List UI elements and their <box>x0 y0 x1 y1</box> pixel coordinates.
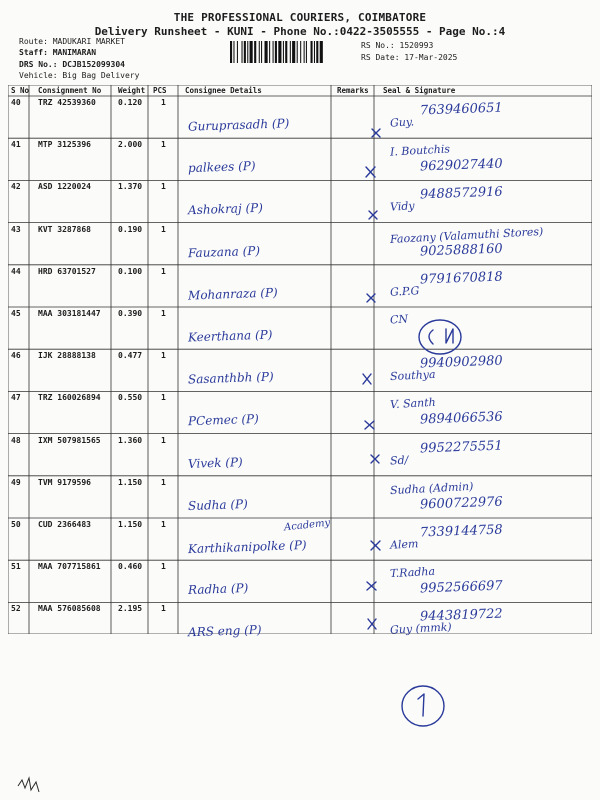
barcode-bar <box>300 41 301 63</box>
barcode-bar <box>304 41 305 63</box>
drs-line <box>19 60 125 70</box>
row-phone-handwritten: 9952566697 <box>419 578 503 597</box>
row-phone-handwritten: 9443819722 <box>419 606 503 625</box>
row-consignee-handwritten: Karthikanipolke (P) <box>187 537 307 557</box>
col-header-weight: Weight <box>118 86 146 95</box>
barcode-bar <box>247 41 248 63</box>
row-consignee-handwritten: Sasanthbh (P) <box>187 369 274 387</box>
row-sno: 46 <box>11 351 21 361</box>
row-pcs: 1 <box>161 477 166 487</box>
barcode-bar <box>311 41 313 63</box>
rs-no-line <box>361 41 433 51</box>
row-consignment-no: HRD 63701527 <box>38 266 96 276</box>
row-weight: 1.360 <box>118 435 143 445</box>
row-consignment-no: MAA 707715861 <box>38 562 101 572</box>
row-consignee-handwritten: Vivek (P) <box>187 454 243 471</box>
row-pcs: 1 <box>161 224 166 234</box>
col-header-seal-signature: Seal & Signature <box>383 86 456 95</box>
row-consignment-no: CUD 2366483 <box>38 520 91 529</box>
row-consignee-handwritten: Radha (P) <box>187 581 249 598</box>
barcode-bar <box>285 41 287 63</box>
row-signature-handwritten: Sudha (Admin) <box>389 479 474 497</box>
row-pcs: 1 <box>161 266 166 276</box>
row-signature-handwritten: Vidy <box>389 199 415 215</box>
row-signature-handwritten: V. Santh <box>389 396 437 412</box>
row-weight: 1.150 <box>118 477 143 487</box>
barcode-bar <box>273 41 274 63</box>
rs-no-label: RS No.: <box>361 41 395 50</box>
barcode-bar <box>233 41 234 63</box>
row-weight: 2.000 <box>118 140 143 150</box>
row-sno: 52 <box>11 604 21 614</box>
row-weight: 1.150 <box>118 520 143 529</box>
row-consignment-no: MTP 3125396 <box>38 140 91 150</box>
row-consignee-handwritten: palkees (P) <box>187 159 256 176</box>
route-line <box>19 37 125 47</box>
row-sno: 43 <box>11 224 21 234</box>
row-sno: 42 <box>11 182 21 192</box>
barcode-bar <box>283 41 284 63</box>
runsheet-subtitle: Delivery Runsheet - KUNI - Phone No.:0422-3505555 - Page No.:4 <box>94 25 506 38</box>
row-pcs: 1 <box>161 351 166 361</box>
row-signature-handwritten: I. Boutchis <box>389 142 451 159</box>
staff-line <box>19 48 96 58</box>
row-pcs: 1 <box>161 604 166 614</box>
vehicle-value: Big Bag Delivery <box>62 71 140 80</box>
row-phone-handwritten: 9488572916 <box>419 184 503 203</box>
row-consignee-handwritten: Ashokraj (P) <box>187 201 264 218</box>
barcode-bar <box>297 41 298 63</box>
row-phone-handwritten: 9952275551 <box>419 438 503 457</box>
company-title: THE PROFESSIONAL COURIERS, COIMBATORE <box>173 11 427 24</box>
page-circle-mark <box>402 686 444 726</box>
row-weight: 2.195 <box>118 604 143 614</box>
row-sno: 48 <box>11 435 21 445</box>
barcode-bar <box>314 41 315 63</box>
row-pcs: 1 <box>161 98 166 107</box>
row-pcs: 1 <box>161 309 166 318</box>
row-consignee-handwritten: Sudha (P) <box>187 496 248 513</box>
row-weight: 0.120 <box>118 98 143 107</box>
row-consignee-handwritten: PCemec (P) <box>187 412 260 429</box>
row-sno: 41 <box>11 140 21 150</box>
staff-value: MANIMARAN <box>52 48 97 57</box>
row-consignment-no: MAA 303181447 <box>38 309 101 318</box>
row-consignment-no: ASD 1220024 <box>38 182 91 192</box>
barcode-bar <box>265 41 268 63</box>
barcode-bar <box>275 41 277 63</box>
row-phone-handwritten: 9940902980 <box>419 353 503 372</box>
barcode-bar <box>292 41 295 63</box>
barcode-bar <box>242 41 243 63</box>
vehicle-line <box>19 71 139 81</box>
barcode-bar <box>230 41 232 63</box>
row-consignee-handwritten: Guruprasadh (P) <box>187 116 290 134</box>
barcode-bar <box>278 41 281 63</box>
row-consignee-handwritten: Mohanraza (P) <box>187 285 278 303</box>
row-sno: 45 <box>11 309 21 318</box>
row-pcs: 1 <box>161 562 166 572</box>
rs-no-value: 1520993 <box>399 41 434 50</box>
row-sno: 51 <box>11 562 21 572</box>
vehicle-label: Vehicle: <box>19 71 58 80</box>
row-sno: 44 <box>11 266 21 276</box>
drs-label: DRS No.: <box>19 60 58 69</box>
row-phone-handwritten: 7339144758 <box>419 522 503 541</box>
row-consignment-no: MAA 576085608 <box>38 604 101 614</box>
row-consignment-no: TRZ 160026894 <box>38 393 101 403</box>
rs-date-label: RS Date: <box>361 53 400 62</box>
row-consignee-handwritten: ARS eng (P) <box>187 623 262 640</box>
barcode-bar <box>269 41 270 63</box>
col-header-remarks: Remarks <box>337 86 369 95</box>
route-value: MADUKARI MARKET <box>52 37 125 46</box>
col-header-pcs: PCS <box>153 86 167 95</box>
row-consignment-no: IXM 507981565 <box>38 435 101 445</box>
barcode-bar <box>244 41 246 63</box>
row-weight: 0.550 <box>118 393 143 403</box>
row-consignee-handwritten: Keerthana (P) <box>187 327 273 345</box>
row-signature-handwritten: G.P.G <box>389 284 420 299</box>
barcode-bar <box>316 41 318 63</box>
row-signature-handwritten: T.Radha <box>389 565 436 581</box>
drs-barcode <box>230 41 355 63</box>
row-pcs: 1 <box>161 393 166 403</box>
row-signature-handwritten: Alem <box>389 537 419 552</box>
row-weight: 0.460 <box>118 562 143 572</box>
row-consignment-no: TRZ 42539360 <box>38 98 96 107</box>
route-label: Route: <box>19 37 48 46</box>
row-sno: 47 <box>11 393 21 403</box>
barcode-bar <box>290 41 291 63</box>
barcode-bar <box>259 41 260 63</box>
row-pcs: 1 <box>161 435 166 445</box>
row-consignee-handwritten: Fauzana (P) <box>187 243 261 260</box>
row-signature-handwritten: Southya <box>389 368 436 384</box>
row-phone-handwritten: 7639460651 <box>419 100 503 119</box>
barcode-bar <box>261 41 262 63</box>
barcode-bar <box>254 41 256 63</box>
row-signature-handwritten: Faozany (Valamuthi Stores) <box>389 224 544 246</box>
barcode-bar <box>250 41 253 63</box>
row-phone-handwritten: 9600722976 <box>419 494 503 513</box>
row-signature-handwritten: Guy (mmk) <box>389 620 453 637</box>
row-sno: 50 <box>11 520 21 529</box>
row-pcs: 1 <box>161 182 166 192</box>
rs-date-value: 17-Mar-2025 <box>404 53 458 62</box>
row-signature-handwritten: Sd/ <box>389 453 409 468</box>
row-signature-handwritten: CN <box>389 312 409 327</box>
barcode-bar <box>306 41 307 63</box>
rs-date-line <box>361 53 457 63</box>
row-weight: 1.370 <box>118 182 143 192</box>
row-consignment-no: IJK 28888138 <box>38 351 96 361</box>
row-weight: 0.100 <box>118 266 143 276</box>
drs-value: DCJB152099304 <box>62 60 125 69</box>
row-sno: 40 <box>11 98 21 107</box>
row-weight: 0.390 <box>118 309 143 318</box>
col-header-consignee: Consignee Details <box>185 86 262 95</box>
row-phone-handwritten: 9629027440 <box>419 156 503 175</box>
row-phone-handwritten: 9791670818 <box>419 269 503 288</box>
row-signature-handwritten: Guy. <box>389 115 415 130</box>
row-weight: 0.190 <box>118 224 143 234</box>
row-consignment-no: TVM 9179596 <box>38 477 91 487</box>
row-consignment-no: KVT 3287868 <box>38 224 91 234</box>
col-header-sno: S No <box>11 86 30 95</box>
row-sno: 49 <box>11 477 21 487</box>
col-header-consignment: Consignment No <box>38 86 102 95</box>
barcode-bar <box>237 41 238 63</box>
corner-scribble <box>18 778 39 792</box>
row-pcs: 1 <box>161 140 166 150</box>
row-phone-handwritten: 9025888160 <box>419 241 503 260</box>
row-note-handwritten: Academy <box>283 517 331 534</box>
staff-label: Staff: <box>19 48 48 57</box>
barcode-bar <box>320 41 323 63</box>
row-phone-handwritten: 9894066536 <box>419 409 503 428</box>
row-pcs: 1 <box>161 520 166 529</box>
row-weight: 0.477 <box>118 351 143 361</box>
